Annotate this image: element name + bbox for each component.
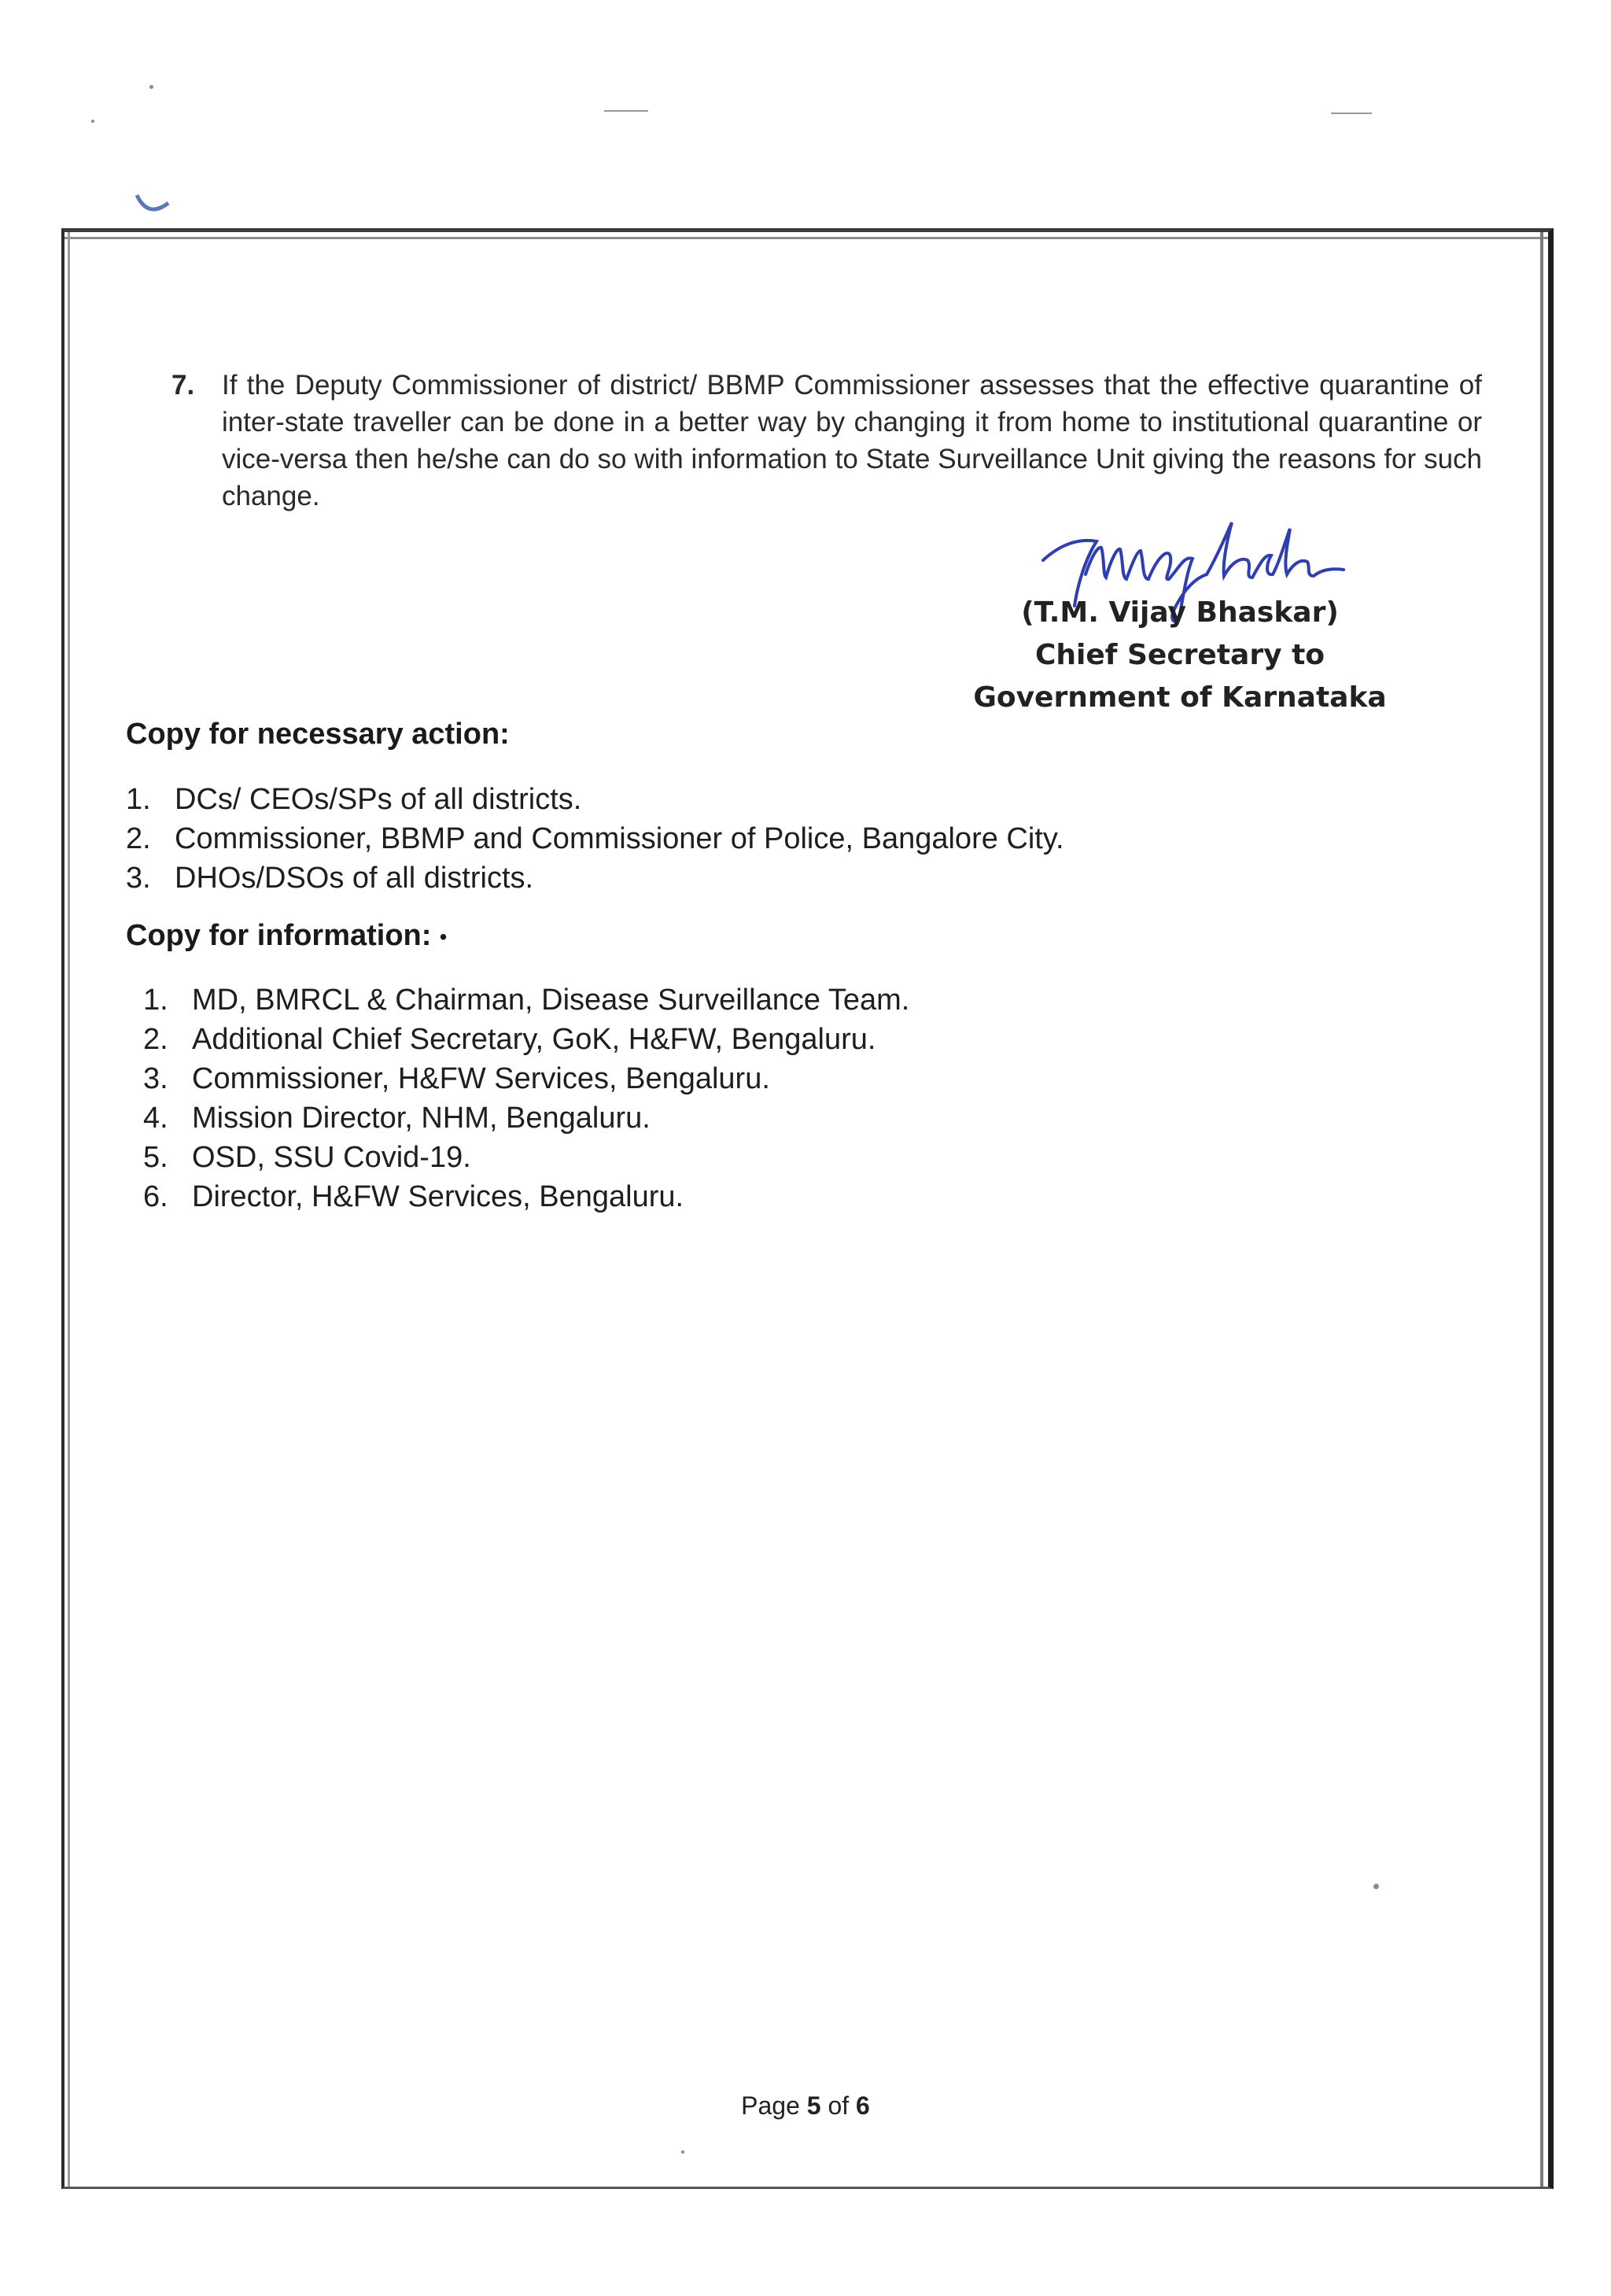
scan-speck [149, 85, 153, 89]
list-item [126, 819, 1064, 858]
item-7-paragraph [171, 367, 1482, 515]
list-item-text: Commissioner, BBMP and Commissioner of Police, Bangalore City. [175, 822, 1064, 855]
list-item [126, 780, 1064, 819]
scan-artifact-dash [604, 110, 648, 112]
list-item-number: 1. [143, 984, 168, 1017]
list-item-text: DHOs/DSOs of all districts. [175, 862, 534, 895]
list-item-text: DCs/ CEOs/SPs of all districts. [175, 783, 582, 816]
list-item-number: 4. [143, 1102, 168, 1135]
list-item [143, 1098, 909, 1138]
list-item [126, 858, 1064, 898]
item-7-number: 7. [171, 370, 195, 401]
page-of-label: of [828, 2091, 850, 2120]
scan-artifact-dash [1331, 113, 1372, 114]
page-current: 5 [806, 2091, 821, 2120]
page-border-inner-line [65, 237, 1548, 239]
list-item-number: 2. [126, 822, 151, 855]
copy-info-heading-text: Copy for information: [126, 919, 432, 952]
copy-info-list [143, 980, 909, 1216]
list-item-text: Additional Chief Secretary, GoK, H&FW, Bengaluru. [192, 1023, 876, 1056]
list-item [143, 1020, 909, 1059]
list-item-text: OSD, SSU Covid-19. [192, 1141, 471, 1174]
list-item-text: Commissioner, H&FW Services, Bengaluru. [192, 1062, 770, 1095]
list-item-number: 2. [143, 1023, 168, 1056]
copy-action-heading: Copy for necessary action: [126, 718, 510, 751]
scan-artifact-hook [134, 192, 173, 223]
list-item-number: 3. [126, 862, 151, 895]
signatory-block [964, 592, 1396, 719]
page-number-footer [0, 2091, 1611, 2121]
list-item-text: MD, BMRCL & Chairman, Disease Surveillance Team. [192, 984, 910, 1017]
list-item-text: Mission Director, NHM, Bengaluru. [192, 1102, 651, 1135]
list-item-text: Director, H&FW Services, Bengaluru. [192, 1180, 684, 1213]
list-item [143, 980, 909, 1020]
page-label: Page [741, 2091, 800, 2120]
list-item [143, 1059, 909, 1098]
page-total: 6 [856, 2091, 870, 2120]
item-7-text: If the Deputy Commissioner of district/ BBMP Commissioner assesses that the effective quarantine of inter-state traveller can be done in a better way by changing it from home to institutional quarantine or vice-versa then he/she can do so with information to State Surveillance Unit giving the reasons for such change. [222, 370, 1482, 511]
signatory-designation: Chief Secretary to [1034, 639, 1325, 671]
page-border-inner-line [1540, 232, 1543, 2187]
list-item-number: 3. [143, 1062, 168, 1095]
scan-speck [91, 120, 94, 123]
list-item-number: 1. [126, 783, 151, 816]
page-border-inner-line [68, 232, 70, 2187]
signatory-name: (T.M. Vijay Bhaskar) [1021, 596, 1339, 629]
signatory-organization: Government of Karnataka [973, 681, 1387, 714]
copy-action-list [126, 780, 1064, 898]
list-item [143, 1138, 909, 1177]
list-item-number: 5. [143, 1141, 168, 1174]
list-item [143, 1177, 909, 1216]
list-item-number: 6. [143, 1180, 168, 1213]
copy-info-heading [126, 919, 447, 953]
bullet-mark-icon: • [439, 925, 448, 949]
